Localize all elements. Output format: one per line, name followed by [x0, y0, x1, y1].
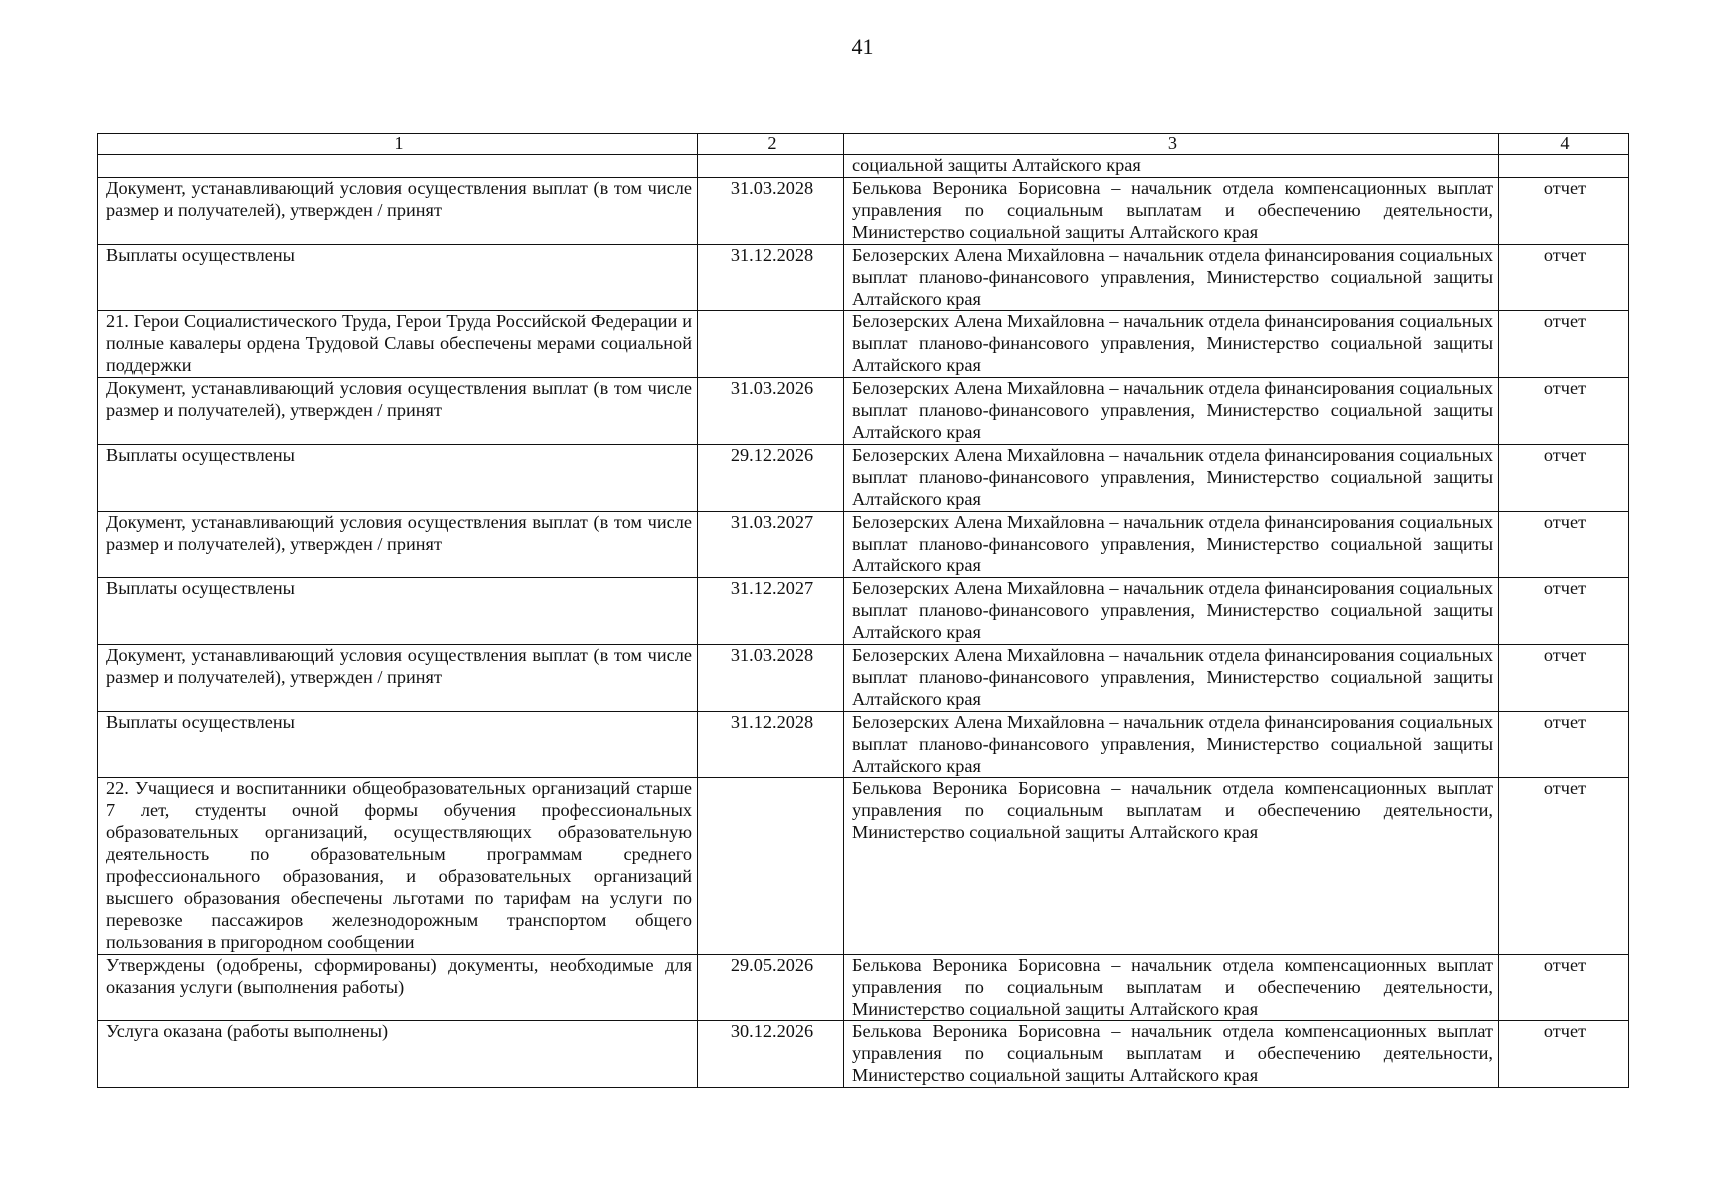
cell-result: Документ, устанавливающий условия осуществления выплат (в том числе размер и получателей), утвержден / принят	[98, 645, 698, 712]
cell-document-type: отчет	[1499, 244, 1629, 311]
cell-responsible: социальной защиты Алтайского края	[844, 155, 1499, 178]
cell-result: Услуга оказана (работы выполнены)	[98, 1021, 698, 1088]
cell-result: Выплаты осуществлены	[98, 444, 698, 511]
table-row-continuation	[98, 155, 1629, 178]
cell-responsible: Белькова Вероника Борисовна – начальник отдела компенсационных выплат управления по социальным выплатам и обеспечению деятельности, Министерство социальной защиты Алтайского края	[844, 954, 1499, 1021]
cell-document-type: отчет	[1499, 178, 1629, 245]
table-row	[98, 378, 1629, 445]
cell-responsible: Белозерских Алена Михайловна – начальник отдела финансирования социальных выплат планово-финансового управления, Министерство социальной защиты Алтайского края	[844, 311, 1499, 378]
column-header-3: 3	[844, 134, 1499, 155]
cell-date: 31.12.2028	[698, 711, 844, 778]
cell-document-type	[1499, 155, 1629, 178]
table-header-row	[98, 134, 1629, 155]
cell-responsible: Белькова Вероника Борисовна – начальник отдела компенсационных выплат управления по социальным выплатам и обеспечению деятельности, Министерство социальной защиты Алтайского края	[844, 1021, 1499, 1088]
column-header-1: 1	[98, 134, 698, 155]
cell-date: 31.03.2026	[698, 378, 844, 445]
cell-date	[698, 155, 844, 178]
table-row	[98, 778, 1629, 954]
cell-date: 30.12.2026	[698, 1021, 844, 1088]
cell-responsible: Белозерских Алена Михайловна – начальник отдела финансирования социальных выплат планово-финансового управления, Министерство социальной защиты Алтайского края	[844, 244, 1499, 311]
cell-document-type: отчет	[1499, 378, 1629, 445]
table-row	[98, 1021, 1629, 1088]
table-row	[98, 954, 1629, 1021]
cell-result: Документ, устанавливающий условия осуществления выплат (в том числе размер и получателей), утвержден / принят	[98, 511, 698, 578]
cell-result	[98, 155, 698, 178]
cell-document-type: отчет	[1499, 578, 1629, 645]
cell-responsible: Белозерских Алена Михайловна – начальник отдела финансирования социальных выплат планово-финансового управления, Министерство социальной защиты Алтайского края	[844, 645, 1499, 712]
cell-document-type: отчет	[1499, 711, 1629, 778]
cell-date: 31.12.2027	[698, 578, 844, 645]
cell-result: Документ, устанавливающий условия осуществления выплат (в том числе размер и получателей), утвержден / принят	[98, 178, 698, 245]
cell-document-type: отчет	[1499, 444, 1629, 511]
table-body	[98, 155, 1629, 1088]
cell-result: Выплаты осуществлены	[98, 244, 698, 311]
table-row	[98, 711, 1629, 778]
table-row	[98, 444, 1629, 511]
cell-responsible: Белозерских Алена Михайловна – начальник отдела финансирования социальных выплат планово-финансового управления, Министерство социальной защиты Алтайского края	[844, 378, 1499, 445]
page-number: 41	[851, 34, 874, 59]
cell-date: 31.03.2028	[698, 645, 844, 712]
table-row	[98, 178, 1629, 245]
table-row	[98, 511, 1629, 578]
cell-responsible: Белозерских Алена Михайловна – начальник отдела финансирования социальных выплат планово-финансового управления, Министерство социальной защиты Алтайского края	[844, 711, 1499, 778]
cell-responsible: Белозерских Алена Михайловна – начальник отдела финансирования социальных выплат планово-финансового управления, Министерство социальной защиты Алтайского края	[844, 578, 1499, 645]
cell-result: Выплаты осуществлены	[98, 578, 698, 645]
cell-document-type: отчет	[1499, 778, 1629, 954]
cell-document-type: отчет	[1499, 311, 1629, 378]
table-row	[98, 311, 1629, 378]
cell-result: 21. Герои Социалистического Труда, Герои Труда Российской Федерации и полные кавалеры ордена Трудовой Славы обеспечены мерами социальной поддержки	[98, 311, 698, 378]
table-row	[98, 244, 1629, 311]
cell-date: 31.12.2028	[698, 244, 844, 311]
cell-date: 29.05.2026	[698, 954, 844, 1021]
cell-result: 22. Учащиеся и воспитанники общеобразовательных организаций старше 7 лет, студенты очной формы обучения профессиональных образовательных организаций, осуществляющих образовательную деятельность по образовательным программам среднего профессионального образования, и образовательных организаций высшего образования обеспечены льготами по тарифам на услуги по перевозке пассажиров железнодорожным транспортом общего пользования в пригородном сообщении	[98, 778, 698, 954]
cell-responsible: Белозерских Алена Михайловна – начальник отдела финансирования социальных выплат планово-финансового управления, Министерство социальной защиты Алтайского края	[844, 444, 1499, 511]
table-row	[98, 578, 1629, 645]
cell-responsible: Белозерских Алена Михайловна – начальник отдела финансирования социальных выплат планово-финансового управления, Министерство социальной защиты Алтайского края	[844, 511, 1499, 578]
cell-document-type: отчет	[1499, 645, 1629, 712]
cell-document-type: отчет	[1499, 954, 1629, 1021]
column-header-4: 4	[1499, 134, 1629, 155]
cell-date	[698, 311, 844, 378]
cell-date: 29.12.2026	[698, 444, 844, 511]
cell-date: 31.03.2028	[698, 178, 844, 245]
table-row	[98, 645, 1629, 712]
report-table	[97, 133, 1629, 1088]
cell-result: Выплаты осуществлены	[98, 711, 698, 778]
cell-date: 31.03.2027	[698, 511, 844, 578]
cell-document-type: отчет	[1499, 511, 1629, 578]
cell-date	[698, 778, 844, 954]
cell-result: Документ, устанавливающий условия осуществления выплат (в том числе размер и получателей), утвержден / принят	[98, 378, 698, 445]
cell-responsible: Белькова Вероника Борисовна – начальник отдела компенсационных выплат управления по социальным выплатам и обеспечению деятельности, Министерство социальной защиты Алтайского края	[844, 178, 1499, 245]
cell-document-type: отчет	[1499, 1021, 1629, 1088]
column-header-2: 2	[698, 134, 844, 155]
cell-result: Утверждены (одобрены, сформированы) документы, необходимые для оказания услуги (выполнения работы)	[98, 954, 698, 1021]
cell-responsible: Белькова Вероника Борисовна – начальник отдела компенсационных выплат управления по социальным выплатам и обеспечению деятельности, Министерство социальной защиты Алтайского края	[844, 778, 1499, 954]
